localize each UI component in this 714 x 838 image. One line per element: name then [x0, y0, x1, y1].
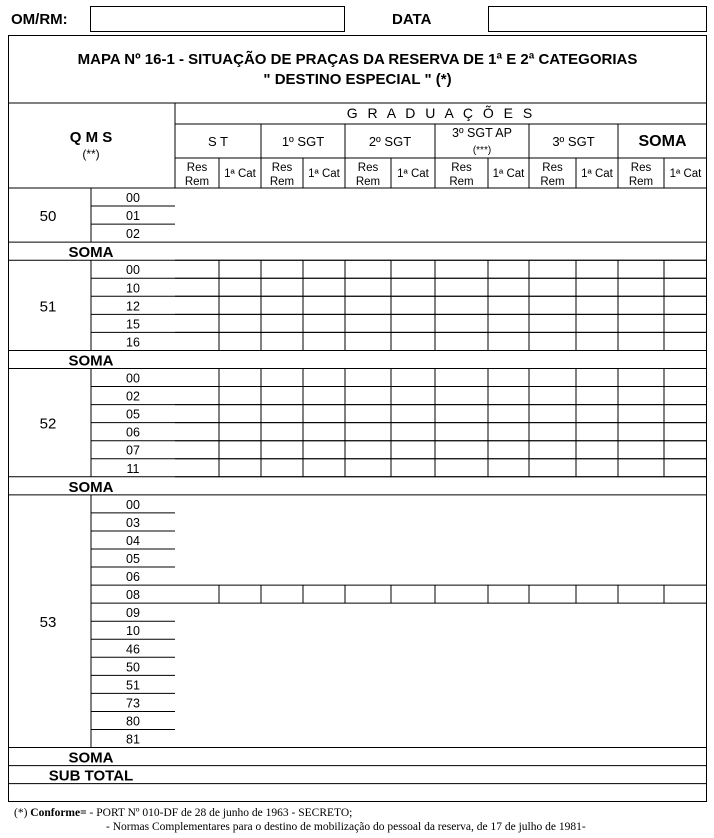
sub-col-res: Res: [357, 162, 379, 174]
om-rm-label: OM/RM:: [11, 11, 68, 28]
sub-col-rem: Rem: [355, 176, 381, 188]
rank-label: 2º SGT: [368, 134, 412, 149]
qms-code: 04: [126, 533, 140, 548]
rank-label: 3º SGT: [552, 134, 595, 149]
qms-code: 02: [126, 227, 140, 242]
rank-label: 3º SGT AP: [452, 126, 512, 140]
sub-col-cat: 1ª Cat: [397, 168, 429, 180]
form-title: MAPA Nº 16-1 - SITUAÇÃO DE PRAÇAS DA RESERVA DE 1ª E 2ª CATEGORIAS: [77, 51, 638, 68]
sub-col-rem: Rem: [540, 176, 565, 188]
sub-col-res: Res: [271, 162, 293, 174]
qms-code: 50: [126, 660, 140, 675]
qms-code: 08: [126, 588, 140, 603]
qms-code: 00: [126, 191, 140, 205]
footnote-line-1: - PORT Nº 010-DF de 28 de junho de 1963 - SECRETO;: [86, 807, 353, 819]
qms-code: 06: [126, 425, 140, 440]
qms-code: 80: [126, 714, 140, 729]
rank-label: S T: [208, 134, 228, 149]
sub-col-res: Res: [630, 162, 652, 174]
qms-code: 00: [126, 497, 140, 512]
footnote-marker: (*): [14, 807, 28, 819]
qms-note: (**): [82, 147, 100, 161]
subtotal-row: SUB TOTAL: [48, 767, 134, 785]
qms-code: 03: [126, 515, 140, 530]
qms-code: 02: [126, 389, 140, 404]
data-label: DATA: [392, 11, 432, 28]
sub-col-cat: 1ª Cat: [669, 168, 702, 180]
footnote-conforme-label: Conforme=: [30, 807, 87, 819]
qms-code: 07: [126, 443, 140, 458]
form-subtitle: " DESTINO ESPECIAL " (*): [263, 71, 452, 88]
qms-group: 52: [39, 415, 57, 433]
qms-label: Q M S: [69, 129, 113, 146]
qms-code: 46: [126, 642, 140, 657]
qms-group: 53: [39, 614, 57, 632]
rank-label: 1º SGT: [281, 134, 325, 149]
qms-code: 73: [126, 696, 140, 711]
qms-code: 81: [126, 732, 140, 747]
rank-label: SOMA: [638, 133, 687, 150]
qms-code: 00: [126, 263, 140, 278]
qms-group: 51: [39, 298, 57, 316]
sub-col-cat: 1ª Cat: [224, 168, 256, 180]
qms-code: 15: [126, 317, 140, 332]
sub-col-cat: 1ª Cat: [308, 168, 340, 180]
sub-col-rem: Rem: [269, 176, 295, 188]
qms-group: 50: [39, 208, 57, 226]
sub-col-rem: Rem: [628, 176, 654, 188]
sub-col-res: Res: [186, 162, 208, 174]
soma-row: SOMA: [68, 244, 114, 262]
qms-code: 10: [126, 624, 140, 639]
qms-code: 10: [126, 281, 140, 296]
soma-row: SOMA: [68, 478, 114, 496]
qms-code: 06: [126, 570, 140, 585]
soma-row: SOMA: [68, 749, 114, 767]
qms-code: 16: [126, 335, 140, 350]
sub-col-rem: Rem: [449, 176, 474, 188]
sub-col-cat: 1ª Cat: [492, 168, 525, 180]
sub-col-cat: 1ª Cat: [581, 168, 613, 180]
footnote: [14, 806, 710, 834]
footnote-line-2: - Normas Complementares para o destino de mobilização do pessoal da reserva, de 17 de julho de 1981-: [106, 821, 586, 833]
qms-code: 01: [126, 209, 140, 224]
rank-note: (***): [472, 145, 492, 156]
sub-col-res: Res: [542, 162, 563, 174]
qms-code: 51: [126, 678, 140, 693]
qms-code: 05: [126, 552, 140, 566]
qms-code: 09: [126, 606, 140, 621]
soma-row: SOMA: [68, 352, 114, 370]
qms-code: 05: [126, 407, 140, 422]
qms-code: 12: [126, 299, 140, 314]
sub-col-res: Res: [451, 162, 472, 174]
qms-code: 11: [126, 461, 140, 476]
sub-col-rem: Rem: [184, 176, 210, 188]
graduacoes-label: G R A D U A Ç Õ E S: [346, 105, 536, 121]
qms-code: 00: [126, 371, 140, 386]
